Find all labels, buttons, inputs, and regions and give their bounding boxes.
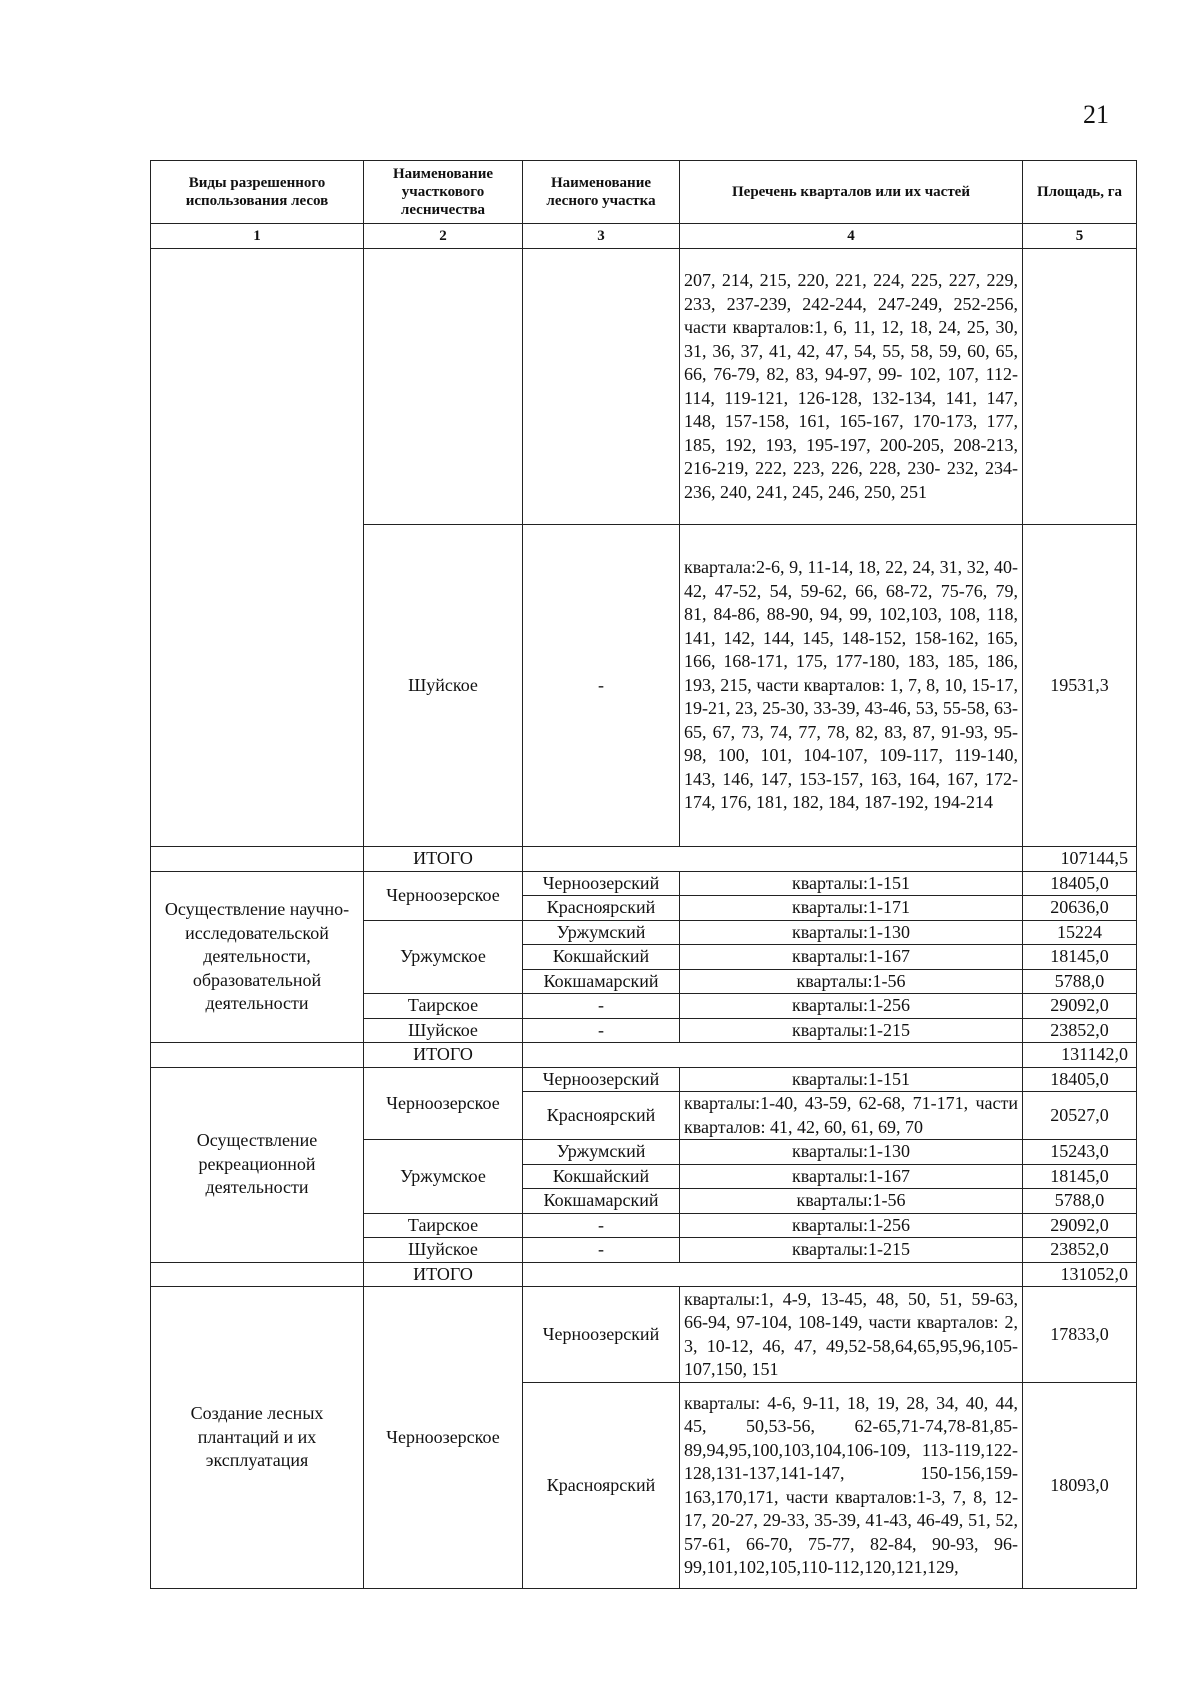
page-number: 21 (1083, 100, 1109, 129)
use-type-cell: Создание лесных плантаций и их эксплуатация (151, 1287, 364, 1589)
total-row (151, 1043, 1137, 1068)
area-cell: 15243,0 (1023, 1140, 1137, 1165)
area-cell: 23852,0 (1023, 1238, 1137, 1263)
table-row (151, 249, 1137, 525)
area-cell: 23852,0 (1023, 1018, 1137, 1043)
forestry-cell: Таирское (364, 994, 523, 1019)
quarters-cell: кварталы:1-167 (680, 1164, 1023, 1189)
total-row (151, 1262, 1137, 1287)
plot-cell: Красноярский (523, 1092, 680, 1140)
column-number: 5 (1023, 224, 1137, 249)
area-cell: 18145,0 (1023, 1164, 1137, 1189)
forestry-cell: Шуйское (364, 1238, 523, 1263)
area-cell: 18145,0 (1023, 945, 1137, 970)
plot-cell: Уржумский (523, 920, 680, 945)
total-value: 131052,0 (1023, 1262, 1137, 1287)
plot-cell: - (523, 1018, 680, 1043)
header-area: Площадь, га (1023, 161, 1137, 224)
table-row (151, 871, 1137, 896)
quarters-cell: кварталы:1-151 (680, 871, 1023, 896)
forestry-cell: Уржумское (364, 1140, 523, 1214)
area-cell: 5788,0 (1023, 969, 1137, 994)
area-cell (1023, 249, 1137, 525)
plot-cell: Уржумский (523, 1140, 680, 1165)
use-type-cell (151, 1262, 364, 1287)
forestry-cell: Черноозерское (364, 1067, 523, 1140)
table-header-row (151, 161, 1137, 224)
plot-cell: Кокшайский (523, 1164, 680, 1189)
forestry-cell: Черноозерское (364, 871, 523, 920)
area-cell: 15224 (1023, 920, 1137, 945)
area-cell: 29092,0 (1023, 1213, 1137, 1238)
header-plot: Наименование лесного участка (523, 161, 680, 224)
plot-cell: Кокшамарский (523, 1189, 680, 1214)
quarters-cell: кварталы: 4-6, 9-11, 18, 19, 28, 34, 40, 44, 45, 50,53-56, 62-65,71-74,78-81,85-89,94,95,100,103,104,106-109, 113-119,122-128,131-137,141-147, 150-156,159-163,170,171, части кварталов:1-3, 7, 8, 12-17, 20-27, 29-33, 35-39, 41-43, 46-49, 51, 52, 57-61, 66-70, 75-77, 82-84, 90-93, 96-99,101,102,105,110-112,120,121,129, (680, 1383, 1023, 1589)
quarters-cell: кварталы:1-167 (680, 945, 1023, 970)
plot-cell: Красноярский (523, 896, 680, 921)
quarters-cell: квартала:2-6, 9, 11-14, 18, 22, 24, 31, 32, 40-42, 47-52, 54, 59-62, 66, 68-72, 75-76, 79, 81, 84-86, 88-90, 94, 99, 102,103, 108, 118, 141, 142, 144, 145, 148-152, 158-162, 165, 166, 168-171, 175, 177-180, 183, 185, 186, 193, 215, части кварталов: 1, 7, 8, 10, 15-17, 19-21, 23, 25-30, 33-39, 43-46, 53, 55-58, 63-65, 67, 73, 74, 77, 78, 82, 83, 87, 91-93, 95- 98, 100, 101, 104-107, 109-117, 119-140, 143, 146, 147, 153-157, 163, 164, 167, 172- 174, 176, 181, 182, 184, 187-192, 194-214 (680, 525, 1023, 847)
quarters-cell: кварталы:1-130 (680, 920, 1023, 945)
plot-cell: - (523, 1238, 680, 1263)
forestry-cell: Уржумское (364, 920, 523, 994)
total-spacer (523, 1043, 1023, 1068)
area-cell: 18093,0 (1023, 1383, 1137, 1589)
plot-cell: - (523, 1213, 680, 1238)
total-label: ИТОГО (364, 1043, 523, 1068)
plot-cell (523, 249, 680, 525)
forestry-cell (364, 249, 523, 525)
header-quarters: Перечень кварталов или их частей (680, 161, 1023, 224)
area-cell: 18405,0 (1023, 871, 1137, 896)
column-number: 3 (523, 224, 680, 249)
quarters-cell: кварталы:1-130 (680, 1140, 1023, 1165)
table-row (151, 1287, 1137, 1383)
plot-cell: Черноозерский (523, 1287, 680, 1383)
total-spacer (523, 1262, 1023, 1287)
use-type-cell: Осуществление научно-исследовательской деятельности, образовательной деятельности (151, 871, 364, 1043)
quarters-cell: кварталы:1-256 (680, 1213, 1023, 1238)
column-number-row (151, 224, 1137, 249)
forest-use-table (150, 160, 1137, 1589)
table-row (151, 1067, 1137, 1092)
column-number: 1 (151, 224, 364, 249)
use-type-cell (151, 249, 364, 847)
header-use-type: Виды разрешенного использования лесов (151, 161, 364, 224)
quarters-cell: кварталы:1-256 (680, 994, 1023, 1019)
plot-cell: Черноозерский (523, 871, 680, 896)
quarters-cell: кварталы:1-151 (680, 1067, 1023, 1092)
quarters-cell: кварталы:1-56 (680, 969, 1023, 994)
area-cell: 20636,0 (1023, 896, 1137, 921)
area-cell: 19531,3 (1023, 525, 1137, 847)
area-cell: 17833,0 (1023, 1287, 1137, 1383)
total-value: 131142,0 (1023, 1043, 1137, 1068)
use-type-cell (151, 1043, 364, 1068)
forestry-cell: Шуйское (364, 1018, 523, 1043)
plot-cell: Черноозерский (523, 1067, 680, 1092)
quarters-cell: кварталы:1-215 (680, 1238, 1023, 1263)
use-type-cell: Осуществление рекреационной деятельности (151, 1067, 364, 1262)
quarters-cell: кварталы:1, 4-9, 13-45, 48, 50, 51, 59-63, 66-94, 97-104, 108-149, части кварталов: 2, 3, 10-12, 46, 47, 49,52-58,64,65,95,96,105-107,150, 151 (680, 1287, 1023, 1383)
plot-cell: Кокшайский (523, 945, 680, 970)
plot-cell: - (523, 525, 680, 847)
total-value: 107144,5 (1023, 847, 1137, 872)
forestry-cell: Черноозерское (364, 1287, 523, 1589)
quarters-cell: кварталы:1-40, 43-59, 62-68, 71-171, части кварталов: 41, 42, 60, 61, 69, 70 (680, 1092, 1023, 1140)
quarters-cell: кварталы:1-171 (680, 896, 1023, 921)
area-cell: 20527,0 (1023, 1092, 1137, 1140)
column-number: 4 (680, 224, 1023, 249)
plot-cell: Кокшамарский (523, 969, 680, 994)
total-label: ИТОГО (364, 1262, 523, 1287)
quarters-cell: 207, 214, 215, 220, 221, 224, 225, 227, 229, 233, 237-239, 242-244, 247-249, 252-256, части кварталов:1, 6, 11, 12, 18, 24, 25, 30, 31, 36, 37, 41, 42, 47, 54, 55, 58, 59, 60, 65, 66, 76-79, 82, 83, 94-97, 99- 102, 107, 112-114, 119-121, 126-128, 132-134, 141, 147, 148, 157-158, 161, 165-167, 170-173, 177, 185, 192, 193, 195-197, 200-205, 208-213, 216-219, 222, 223, 226, 228, 230- 232, 234-236, 240, 241, 245, 246, 250, 251 (680, 249, 1023, 525)
quarters-cell: кварталы:1-56 (680, 1189, 1023, 1214)
forestry-cell: Таирское (364, 1213, 523, 1238)
total-label: ИТОГО (364, 847, 523, 872)
area-cell: 18405,0 (1023, 1067, 1137, 1092)
area-cell: 29092,0 (1023, 994, 1137, 1019)
plot-cell: Красноярский (523, 1383, 680, 1589)
use-type-cell (151, 847, 364, 872)
total-spacer (523, 847, 1023, 872)
area-cell: 5788,0 (1023, 1189, 1137, 1214)
column-number: 2 (364, 224, 523, 249)
quarters-cell: кварталы:1-215 (680, 1018, 1023, 1043)
header-forestry: Наименование участкового лесничества (364, 161, 523, 224)
total-row (151, 847, 1137, 872)
plot-cell: - (523, 994, 680, 1019)
forestry-cell: Шуйское (364, 525, 523, 847)
